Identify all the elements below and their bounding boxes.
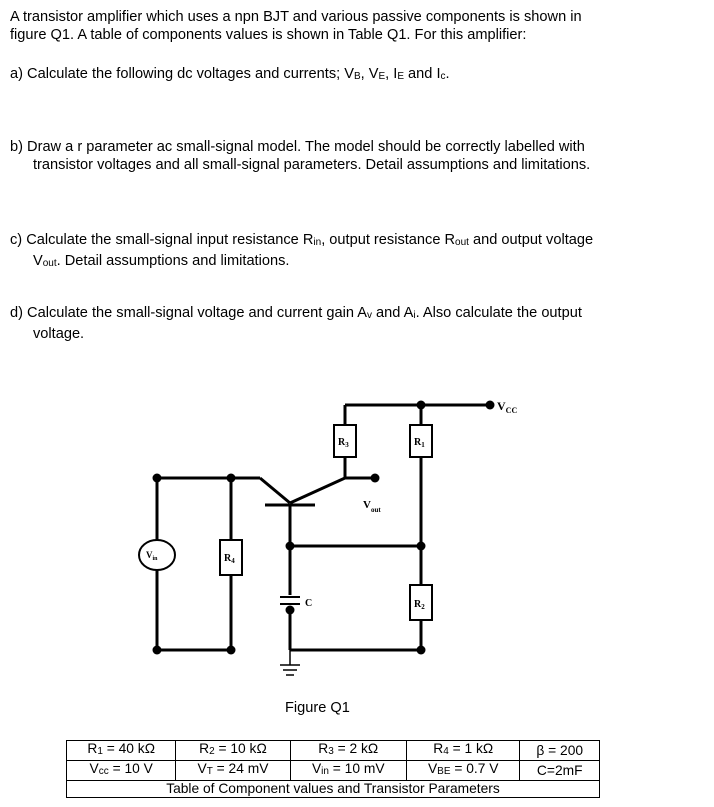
- question-a-label: a): [10, 66, 23, 82]
- table-row: [67, 741, 600, 761]
- r1-label: $R_1$: [414, 437, 425, 449]
- question-b: [10, 138, 590, 174]
- question-b-line-2: transistor voltages and all small-signal parameters. Detail assumptions and limitations.: [33, 157, 591, 173]
- table-cell: $R_4 = 1$ kΩ: [406, 741, 519, 761]
- table-cell: β = 200: [520, 741, 600, 761]
- figure-caption: Figure Q1: [285, 700, 350, 716]
- question-a-text: Calculate the following dc voltages and currents; $V_B$, $V_E$, $I_E$ and $I_c$.: [27, 66, 450, 82]
- table-cell: $R_1 = 40$ kΩ: [67, 741, 176, 761]
- table-cell: $V_T = 24$ mV: [176, 761, 290, 781]
- vout-label: $V_{out}$: [363, 499, 381, 514]
- circuit-wires: [157, 405, 490, 650]
- question-c: [10, 231, 593, 273]
- question-d-label: d): [10, 305, 23, 321]
- r4-label: $R_4$: [224, 553, 235, 565]
- r2-label: $R_2$: [414, 599, 425, 611]
- r3-label: $R_3$: [338, 437, 349, 449]
- capacitor-label: C: [305, 598, 313, 609]
- table-cell: $V_{BE} = 0.7$ V: [406, 761, 519, 781]
- vin-label: $V_{in}$: [146, 550, 158, 562]
- table-cell: C=2mF: [520, 761, 600, 781]
- question-b-label: b): [10, 139, 23, 155]
- vin-source: [139, 540, 175, 570]
- circuit-nodes: [153, 401, 495, 655]
- intro-line-1: A transistor amplifier which uses a npn BJT and various passive components is shown in: [10, 9, 582, 25]
- question-a: [10, 65, 450, 86]
- ground-symbol: [280, 650, 300, 675]
- question-d-line-2: voltage.: [33, 326, 85, 342]
- intro-paragraph: [10, 8, 582, 44]
- table-cell: $V_{in} = 10$ mV: [290, 761, 406, 781]
- question-c-line-1: Calculate the small-signal input resistance $R_{in}$, output resistance $R_{out}$ and output voltage: [26, 232, 594, 248]
- circuit-diagram: [0, 380, 714, 680]
- table-cell: $R_2 = 10$ kΩ: [176, 741, 290, 761]
- vcc-label: $V_{CC}$: [497, 399, 518, 415]
- parameters-table: [66, 740, 600, 798]
- table-caption-row: [67, 781, 600, 798]
- question-d-line-1: Calculate the small-signal voltage and current gain $A_v$ and $A_i$. Also calculate the output: [27, 305, 582, 321]
- question-d: [10, 304, 582, 343]
- question-b-line-1: Draw a r parameter ac small-signal model. The model should be correctly labelled with: [27, 139, 585, 155]
- question-c-line-2: $V_{out}$. Detail assumptions and limitations.: [33, 253, 290, 269]
- table-caption: Table of Component values and Transistor Parameters: [67, 781, 600, 798]
- intro-line-2: figure Q1. A table of components values is shown in Table Q1. For this amplifier:: [10, 27, 527, 43]
- table-cell: $R_3 = 2$ kΩ: [290, 741, 406, 761]
- capacitor-symbol: [280, 597, 300, 604]
- question-c-label: c): [10, 232, 23, 248]
- table-cell: $V_{cc} = 10$ V: [67, 761, 176, 781]
- table-row: [67, 761, 600, 781]
